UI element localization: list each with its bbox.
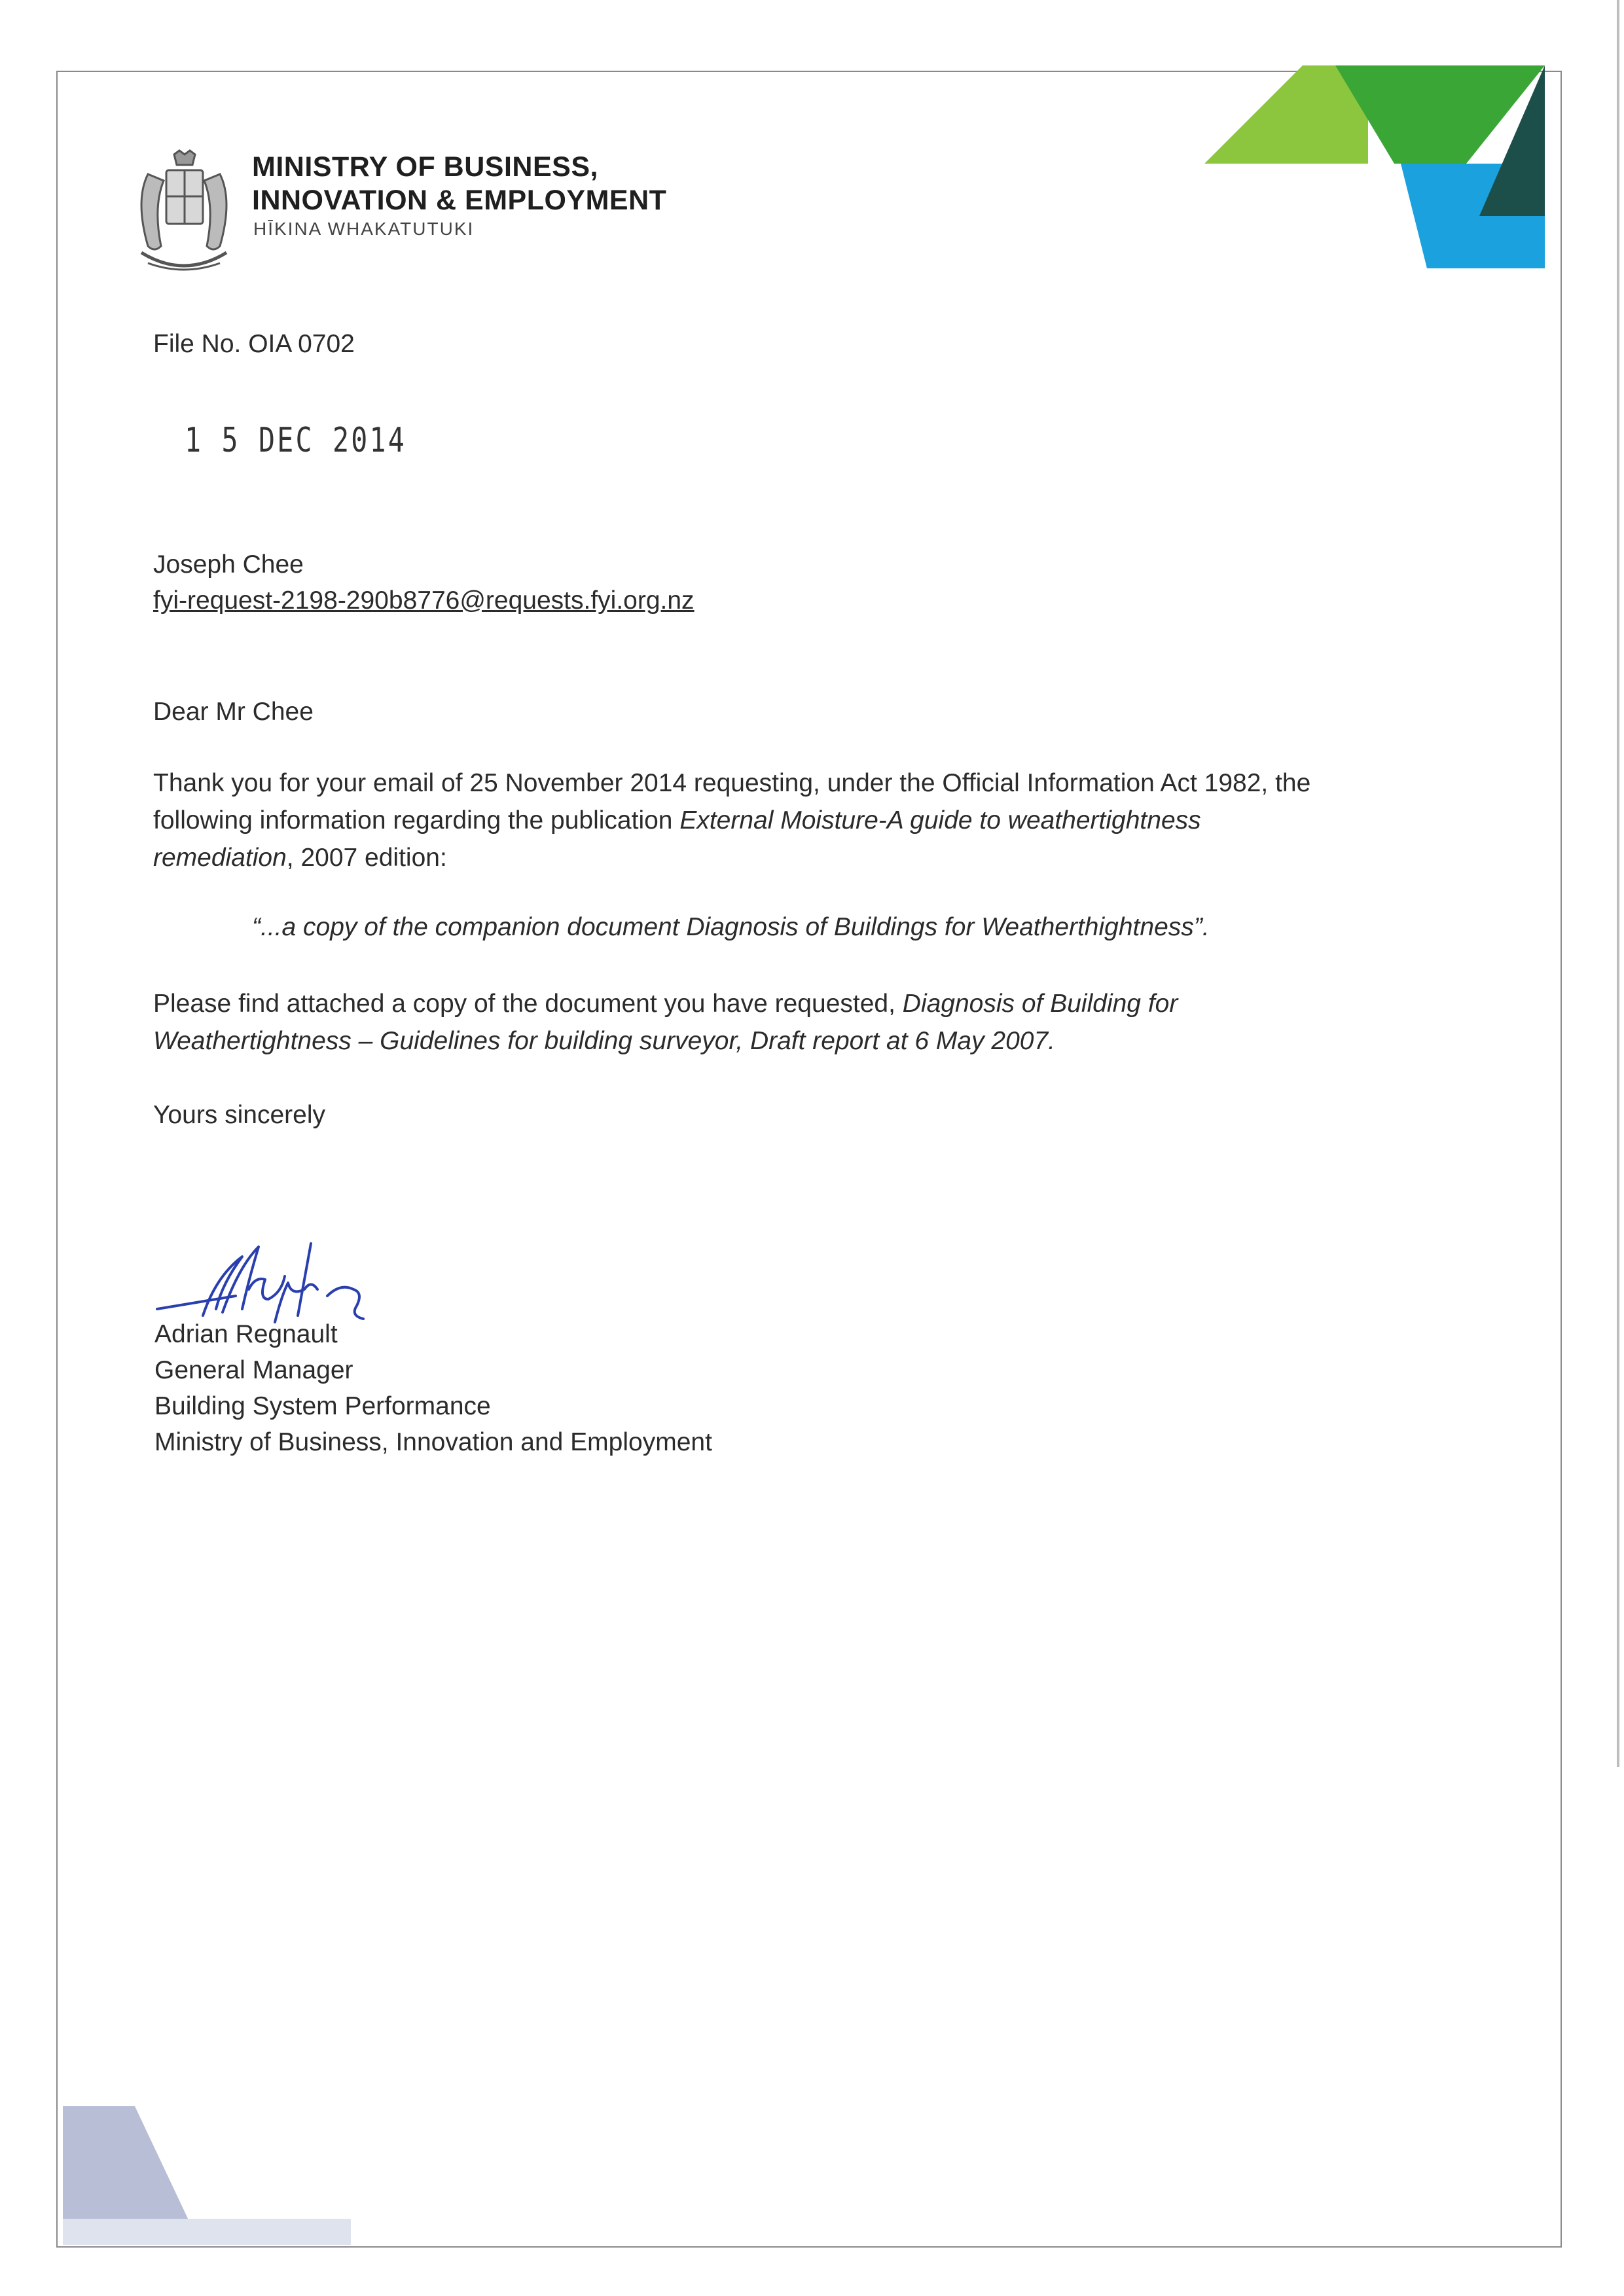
quoted-request: “...a copy of the companion document Diagnosis of Buildings for Weatherthightness”. [252,913,1210,941]
closing: Yours sincerely [153,1101,326,1129]
date-stamp: 1 5 DEC 2014 [185,421,406,460]
publication-title: External Moisture-A guide to weathertightness [679,806,1201,834]
paragraph-request [153,764,1449,876]
paragraph-request-line2 [153,802,1449,839]
signatory-unit: Building System Performance [154,1392,491,1420]
signatory-organisation: Ministry of Business, Innovation and Employment [154,1428,712,1456]
paragraph-attachment-line1 [153,985,1449,1022]
attached-document-title: Diagnosis of Building for [902,990,1178,1018]
brand-footer-graphic [63,2101,364,2245]
publication-title-cont: remediation [153,844,287,872]
ministry-maori-name: HĪKINA WHAKATUTUKI [253,219,475,239]
recipient-email-link[interactable]: fyi-request-2198-290b8776@requests.fyi.org.nz [153,586,695,615]
light-green-triangle [1204,65,1368,164]
page-frame [56,71,1562,2248]
footer-strip [63,2219,351,2245]
ministry-name [252,151,666,217]
paragraph-request-edition: , 2007 edition: [286,844,447,872]
paragraph-attachment [153,985,1449,1060]
paragraph-request-line3 [153,839,1449,876]
signatory-name: Adrian Regnault [154,1320,338,1348]
paragraph-attachment-text: Please find attached a copy of the document you have requested, [153,990,903,1018]
paragraph-attachment-line2 [153,1022,1449,1060]
ministry-name-line1: MINISTRY OF BUSINESS, [252,151,598,183]
attached-document-title-cont: Weathertightness – Guidelines for building surveyor, Draft report at 6 May 2007. [153,1027,1056,1055]
ministry-name-line2: INNOVATION & EMPLOYMENT [252,185,667,216]
brand-corner-graphic [1204,65,1558,268]
nz-coat-of-arms-icon [128,148,240,274]
paragraph-request-text: following information regarding the publication [153,806,680,834]
signatory-title: General Manager [154,1356,353,1384]
paragraph-request-line1: Thank you for your email of 25 November 2014 requesting, under the Official Information Act 1982, the [153,769,1311,797]
file-number: File No. OIA 0702 [153,330,355,358]
scan-edge-shadow [1617,0,1619,1767]
recipient-name: Joseph Chee [153,550,304,579]
salutation: Dear Mr Chee [153,698,314,726]
